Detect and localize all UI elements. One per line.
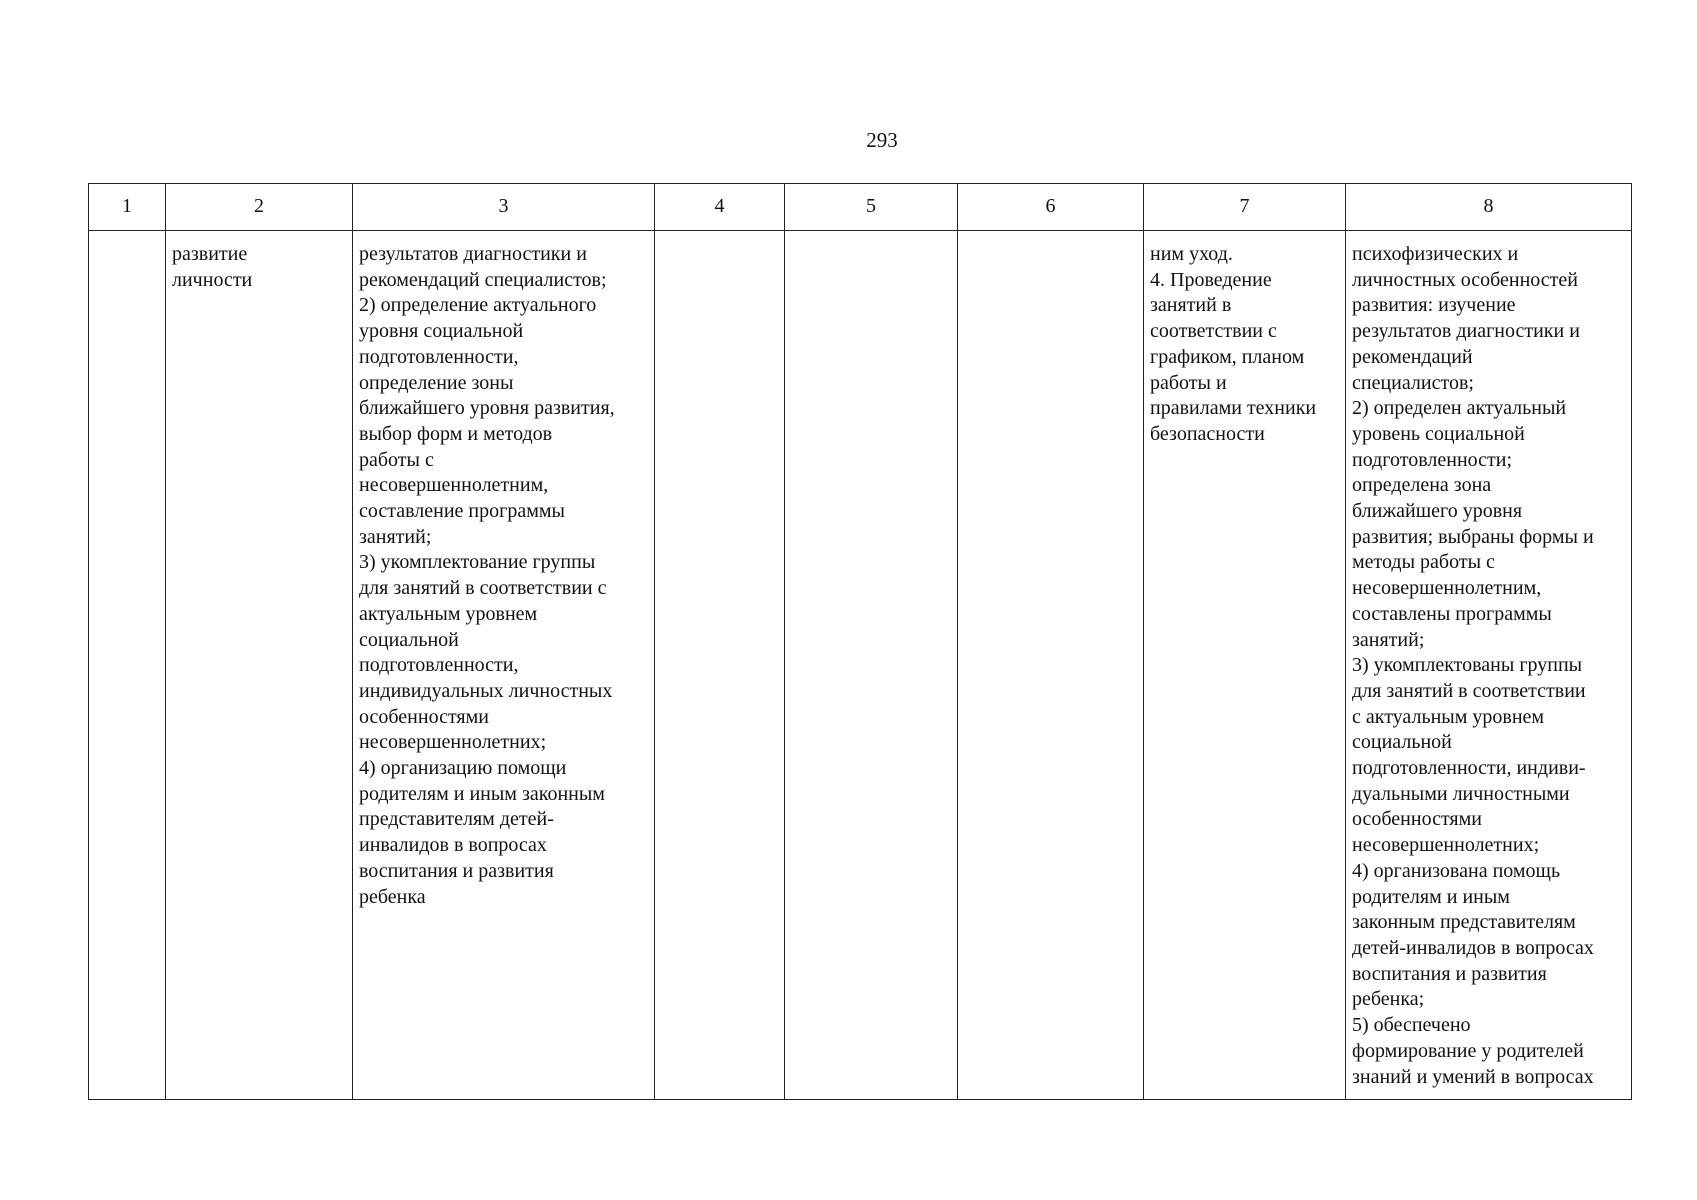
- cell-text-col3: результатов диагностики и рекомендаций специалистов; 2) определение актуального уровня социальной подготовленности, определение зоны ближайшего уровня развития, выбор форм и методов работы с несовершеннолетним, составление программы занятий; 3) укомплектование группы для занятий в соответствии с актуальным уровнем социальной подготовленности, индивидуальных личностных особенностями несовершеннолетних; 4) организацию помощи родителям и иным законным представителям детей- инвалидов в вопросах воспитания и развития ребенка: [359, 243, 615, 908]
- column-header-7: 7: [1144, 184, 1346, 231]
- table-cell-col7: [1144, 231, 1346, 1100]
- table-cell-col1: [89, 231, 166, 1100]
- table-cell-col2: [166, 231, 353, 1100]
- table-cell-col6: [958, 231, 1144, 1100]
- cell-text-col2: развитие личности: [172, 243, 253, 291]
- table-row: [89, 231, 1632, 1100]
- column-header-1: 1: [89, 184, 166, 231]
- column-header-3: 3: [353, 184, 655, 231]
- table-header-row: [89, 184, 1632, 231]
- table-cell-col3: [353, 231, 655, 1100]
- column-header-2: 2: [166, 184, 353, 231]
- table-cell-col8: [1346, 231, 1632, 1100]
- cell-text-col7: ним уход. 4. Проведение занятий в соответствии с графиком, планом работы и правилами техники безопасности: [1150, 243, 1317, 445]
- column-header-8: 8: [1346, 184, 1632, 231]
- table-cell-col4: [655, 231, 785, 1100]
- column-header-4: 4: [655, 184, 785, 231]
- page-number: 293: [866, 128, 898, 152]
- column-header-6: 6: [958, 184, 1144, 231]
- document-table: [88, 183, 1632, 1100]
- table-cell-col5: [785, 231, 958, 1100]
- cell-text-col8: психофизических и личностных особенностей развития: изучение результатов диагностики и рекомендаций специалистов; 2) определен актуальный уровень социальной подготовленности; определена зона ближайшего уровня развития; выбраны формы и методы работы с несовершеннолетним, составлены программы занятий; 3) укомплектованы группы для занятий в соответствии с актуальным уровнем социальной подготовленности, индиви- дуальными личностными особенностями несовершеннолетних; 4) организована помощь родителям и иным законным представителям детей-инвалидов в вопросах воспитания и развития ребенка; 5) обеспечено формирование у родителей знаний и умений в вопросах: [1352, 243, 1594, 1088]
- column-header-5: 5: [785, 184, 958, 231]
